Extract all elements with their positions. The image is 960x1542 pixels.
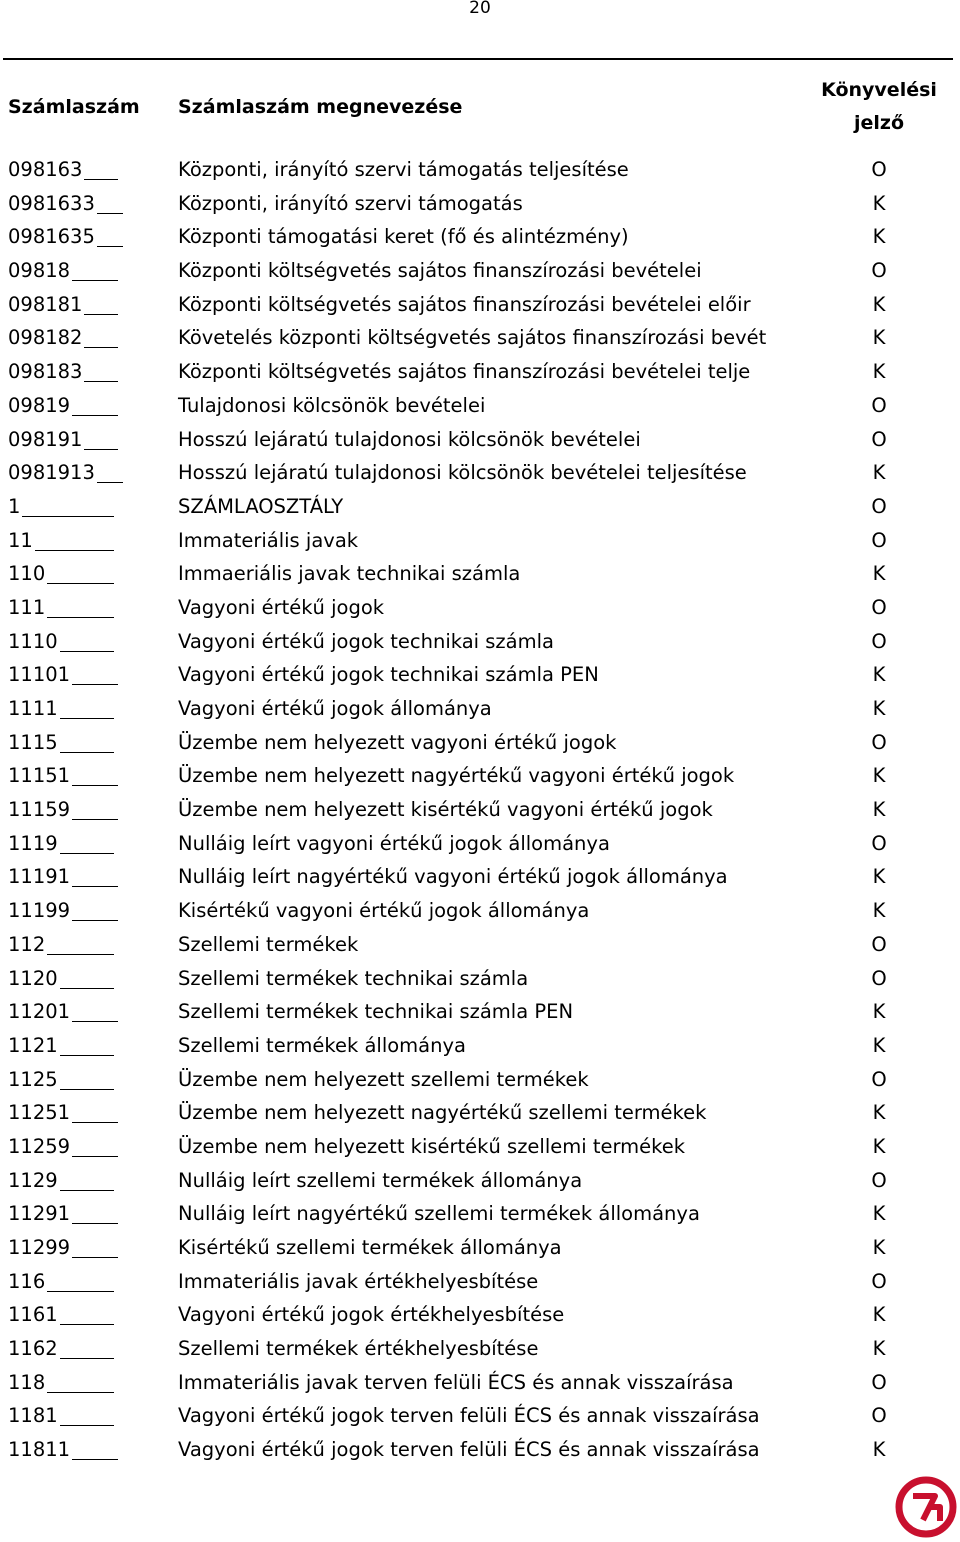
table-row — [0, 1298, 960, 1332]
table-row — [0, 1096, 960, 1130]
fill-in-underline — [60, 726, 114, 753]
fill-in-underline — [60, 1029, 114, 1056]
account-number: 1115 — [8, 730, 58, 754]
account-name: Kisértékű szellemi termékek állománya — [178, 1236, 562, 1259]
account-number: 11259 — [8, 1134, 71, 1158]
account-name: Szellemi termékek állománya — [178, 1033, 466, 1057]
fill-in-underline — [97, 456, 123, 483]
account-number-cell — [8, 692, 176, 726]
account-number: 110 — [8, 562, 46, 586]
account-number-cell — [8, 1332, 176, 1366]
account-number: 1161 — [8, 1303, 58, 1327]
account-name: Vagyoni értékű jogok technikai számla — [178, 629, 554, 653]
account-name: Immaeriális javak technikai számla — [178, 562, 521, 586]
account-number-cell — [8, 894, 176, 928]
account-number-cell — [8, 1096, 176, 1130]
account-number: 0981635 — [8, 225, 95, 249]
fill-in-underline — [84, 423, 118, 450]
account-name: Üzembe nem helyezett kisértékű vagyoni értékű jogok — [178, 798, 713, 822]
account-table-body — [0, 153, 960, 1467]
account-name: Szellemi termékek értékhelyesbítése — [178, 1337, 539, 1361]
fill-in-underline — [84, 153, 118, 180]
fill-in-underline — [72, 894, 118, 921]
table-row — [0, 1029, 960, 1063]
booking-flag: K — [872, 1000, 886, 1024]
account-name: Hosszú lejáratú tulajdonosi kölcsönök bevételei teljesítése — [178, 461, 747, 485]
publisher-logo-icon — [895, 1476, 957, 1538]
booking-flag: K — [872, 292, 886, 316]
account-number-cell — [8, 1298, 176, 1332]
account-number-cell — [8, 827, 176, 861]
fill-in-underline — [60, 1063, 114, 1090]
account-number-cell — [8, 658, 176, 692]
fill-in-underline — [72, 1433, 118, 1460]
account-name: Követelés központi költségvetés sajátos finanszírozási bevét — [178, 326, 767, 350]
fill-in-underline — [72, 793, 118, 820]
account-number-cell — [8, 187, 176, 221]
account-number-cell — [8, 1197, 176, 1231]
fill-in-underline — [47, 1265, 114, 1292]
account-number: 09819 — [8, 393, 71, 417]
fill-in-underline — [84, 355, 118, 382]
table-row — [0, 1366, 960, 1400]
account-number-cell — [8, 793, 176, 827]
account-number-cell — [8, 1399, 176, 1433]
table-row — [0, 321, 960, 355]
account-number-cell — [8, 726, 176, 760]
account-number: 11201 — [8, 1000, 71, 1024]
account-number-cell — [8, 1130, 176, 1164]
booking-flag: K — [872, 225, 886, 249]
booking-flag: O — [871, 595, 887, 619]
account-name: SZÁMLAOSZTÁLY — [178, 494, 344, 518]
account-number-cell — [8, 254, 176, 288]
account-number-cell — [8, 557, 176, 591]
account-name: Központi, irányító szervi támogatás — [178, 191, 523, 215]
table-row — [0, 220, 960, 254]
account-name: Vagyoni értékű jogok értékhelyesbítése — [178, 1303, 565, 1327]
table-row — [0, 490, 960, 524]
booking-flag: K — [872, 191, 886, 215]
account-number: 11251 — [8, 1101, 71, 1125]
fill-in-underline — [60, 1298, 114, 1325]
booking-flag: K — [872, 1202, 886, 1226]
account-name: Szellemi termékek technikai számla — [178, 966, 529, 990]
table-row — [0, 1265, 960, 1299]
fill-in-underline — [47, 928, 114, 955]
account-name: Központi, irányító szervi támogatás teljesítése — [178, 158, 629, 181]
booking-flag: K — [872, 899, 886, 923]
account-number: 098181 — [8, 292, 83, 316]
booking-flag: K — [872, 1438, 886, 1462]
account-name: Nulláig leírt nagyértékű vagyoni értékű jogok állománya — [178, 865, 728, 889]
account-number: 0981913 — [8, 461, 95, 485]
fill-in-underline — [47, 1366, 114, 1393]
fill-in-underline — [60, 625, 114, 652]
booking-flag: O — [871, 393, 887, 417]
account-number: 1119 — [8, 831, 58, 855]
account-number-cell — [8, 220, 176, 254]
account-name: Vagyoni értékű jogok állománya — [178, 697, 492, 720]
fill-in-underline — [72, 995, 118, 1022]
table-row — [0, 389, 960, 423]
account-number: 11191 — [8, 865, 71, 889]
account-number-cell — [8, 1366, 176, 1400]
table-header — [0, 74, 960, 146]
account-name: Központi költségvetés sajátos finanszírozási bevételei előir — [178, 292, 751, 316]
account-number-cell — [8, 423, 176, 457]
booking-flag: O — [871, 932, 887, 956]
page-number: 20 — [469, 0, 491, 18]
account-name: Központi költségvetés sajátos finanszírozási bevételei telje — [178, 360, 751, 384]
table-row — [0, 1197, 960, 1231]
fill-in-underline — [47, 557, 114, 584]
account-number: 112 — [8, 932, 46, 956]
table-row — [0, 759, 960, 793]
table-row — [0, 288, 960, 322]
column-header-account-number: Számlaszám — [8, 96, 140, 118]
account-name: Nulláig leírt nagyértékű szellemi termékek állománya — [178, 1202, 700, 1226]
table-row — [0, 254, 960, 288]
table-row — [0, 726, 960, 760]
account-number-cell — [8, 962, 176, 996]
booking-flag: K — [872, 1033, 886, 1057]
fill-in-underline — [60, 827, 114, 854]
account-number: 1121 — [8, 1033, 58, 1057]
fill-in-underline — [84, 288, 118, 315]
fill-in-underline — [72, 759, 118, 786]
fill-in-underline — [72, 254, 118, 281]
booking-flag: K — [872, 326, 886, 350]
booking-flag: K — [872, 865, 886, 889]
account-name: Üzembe nem helyezett nagyértékű szellemi termékek — [178, 1101, 707, 1125]
account-name: Immateriális javak — [178, 528, 359, 552]
account-name: Vagyoni értékű jogok terven felüli ÉCS és annak visszaírása — [178, 1438, 760, 1462]
account-name: Szellemi termékek — [178, 932, 359, 956]
booking-flag: K — [872, 1337, 886, 1361]
account-number: 1125 — [8, 1067, 58, 1091]
account-number: 11101 — [8, 663, 71, 687]
account-number: 098191 — [8, 427, 83, 451]
table-row — [0, 793, 960, 827]
account-name: Immateriális javak értékhelyesbítése — [178, 1269, 539, 1293]
table-row — [0, 692, 960, 726]
table-row — [0, 995, 960, 1029]
account-number: 11291 — [8, 1202, 71, 1226]
account-name: Szellemi termékek technikai számla PEN — [178, 1000, 574, 1024]
booking-flag: O — [871, 1370, 887, 1394]
fill-in-underline — [72, 860, 118, 887]
account-number: 098182 — [8, 326, 83, 350]
booking-flag: K — [872, 562, 886, 586]
column-header-booking-flag — [810, 74, 948, 140]
table-row — [0, 524, 960, 558]
booking-flag: K — [872, 1236, 886, 1259]
account-name: Üzembe nem helyezett vagyoni értékű jogok — [178, 730, 617, 754]
table-row — [0, 1231, 960, 1265]
booking-flag: K — [872, 798, 886, 822]
account-number: 11299 — [8, 1236, 71, 1259]
table-row — [0, 187, 960, 221]
table-row — [0, 1332, 960, 1366]
account-number-cell — [8, 625, 176, 659]
booking-flag: O — [871, 1067, 887, 1091]
fill-in-underline — [72, 1197, 118, 1224]
booking-flag: O — [871, 1404, 887, 1428]
account-number-cell — [8, 153, 176, 187]
booking-flag: O — [871, 259, 887, 283]
account-number-cell — [8, 1063, 176, 1097]
account-number: 1120 — [8, 966, 58, 990]
account-number-cell — [8, 860, 176, 894]
table-row — [0, 827, 960, 861]
account-number: 1162 — [8, 1337, 58, 1361]
account-number-cell — [8, 759, 176, 793]
account-name: Vagyoni értékű jogok technikai számla PEN — [178, 663, 599, 687]
fill-in-underline — [60, 1332, 114, 1359]
account-name: Kisértékű vagyoni értékű jogok állománya — [178, 899, 590, 923]
account-number: 118 — [8, 1370, 46, 1394]
table-row — [0, 928, 960, 962]
fill-in-underline — [35, 524, 114, 551]
fill-in-underline — [97, 220, 123, 247]
account-number: 111 — [8, 595, 46, 619]
account-name: Hosszú lejáratú tulajdonosi kölcsönök bevételei — [178, 427, 641, 451]
booking-flag: O — [871, 831, 887, 855]
fill-in-underline — [60, 1399, 114, 1426]
table-row — [0, 894, 960, 928]
booking-flag: O — [871, 966, 887, 990]
booking-flag: K — [872, 1101, 886, 1125]
account-number: 09818 — [8, 259, 71, 283]
booking-flag: O — [871, 494, 887, 518]
account-number-cell — [8, 928, 176, 962]
booking-flag: O — [871, 629, 887, 653]
column-header-booking-flag-line2: jelző — [853, 112, 905, 134]
account-name: Nulláig leírt szellemi termékek állománya — [178, 1168, 583, 1192]
account-number-cell — [8, 1265, 176, 1299]
account-number: 1110 — [8, 629, 58, 653]
table-row — [0, 1130, 960, 1164]
account-number-cell — [8, 456, 176, 490]
fill-in-underline — [60, 1164, 114, 1191]
account-number: 1 — [8, 494, 21, 518]
fill-in-underline — [22, 490, 114, 517]
account-name: Központi támogatási keret (fő és alintézmény) — [178, 225, 629, 249]
account-name: Tulajdonosi kölcsönök bevételei — [178, 393, 486, 417]
account-number: 11151 — [8, 764, 71, 788]
table-row — [0, 557, 960, 591]
account-number: 098183 — [8, 360, 83, 384]
account-number: 1129 — [8, 1168, 58, 1192]
table-row — [0, 1063, 960, 1097]
fill-in-underline — [72, 1231, 118, 1258]
account-number-cell — [8, 1029, 176, 1063]
fill-in-underline — [60, 962, 114, 989]
fill-in-underline — [84, 321, 118, 348]
account-number-cell — [8, 591, 176, 625]
account-number-cell — [8, 355, 176, 389]
account-number: 116 — [8, 1269, 46, 1293]
table-row — [0, 860, 960, 894]
fill-in-underline — [97, 187, 123, 214]
fill-in-underline — [72, 389, 118, 416]
table-row — [0, 1164, 960, 1198]
account-number: 098163 — [8, 158, 83, 181]
fill-in-underline — [72, 1130, 118, 1157]
account-name: Üzembe nem helyezett szellemi termékek — [178, 1067, 589, 1091]
fill-in-underline — [72, 1096, 118, 1123]
table-row — [0, 153, 960, 187]
booking-flag: K — [872, 697, 886, 720]
booking-flag: K — [872, 663, 886, 687]
table-row — [0, 456, 960, 490]
header-divider — [3, 58, 953, 60]
booking-flag: O — [871, 158, 887, 181]
account-name: Üzembe nem helyezett kisértékű szellemi termékek — [178, 1134, 686, 1158]
account-number-cell — [8, 490, 176, 524]
account-number: 0981633 — [8, 191, 95, 215]
booking-flag: K — [872, 360, 886, 384]
account-number-cell — [8, 524, 176, 558]
account-number-cell — [8, 1433, 176, 1467]
table-row — [0, 658, 960, 692]
account-name: Vagyoni értékű jogok — [178, 595, 385, 619]
account-number: 11159 — [8, 798, 71, 822]
booking-flag: O — [871, 1269, 887, 1293]
account-number-cell — [8, 995, 176, 1029]
fill-in-underline — [60, 692, 114, 719]
account-number-cell — [8, 1164, 176, 1198]
booking-flag: O — [871, 730, 887, 754]
account-number: 11 — [8, 528, 33, 552]
account-number: 11199 — [8, 899, 71, 923]
account-name: Üzembe nem helyezett nagyértékű vagyoni értékű jogok — [178, 764, 735, 788]
booking-flag: K — [872, 1134, 886, 1158]
fill-in-underline — [47, 591, 114, 618]
account-name: Immateriális javak terven felüli ÉCS és annak visszaírása — [178, 1370, 734, 1394]
account-number-cell — [8, 1231, 176, 1265]
table-row — [0, 962, 960, 996]
account-name: Vagyoni értékű jogok terven felüli ÉCS és annak visszaírása — [178, 1404, 760, 1428]
account-number-cell — [8, 321, 176, 355]
booking-flag: K — [872, 461, 886, 485]
booking-flag: O — [871, 427, 887, 451]
account-number-cell — [8, 288, 176, 322]
account-name: Nulláig leírt vagyoni értékű jogok állománya — [178, 831, 610, 855]
booking-flag: O — [871, 528, 887, 552]
account-number: 1181 — [8, 1404, 58, 1428]
fill-in-underline — [72, 658, 118, 685]
account-name: Központi költségvetés sajátos finanszírozási bevételei — [178, 259, 702, 283]
table-row — [0, 355, 960, 389]
table-row — [0, 1399, 960, 1433]
account-number: 1111 — [8, 697, 58, 720]
table-row — [0, 423, 960, 457]
table-row — [0, 625, 960, 659]
booking-flag: K — [872, 1303, 886, 1327]
column-header-account-name: Számlaszám megnevezése — [178, 96, 463, 118]
column-header-booking-flag-line1: Könyvelési — [821, 79, 937, 101]
booking-flag: O — [871, 1168, 887, 1192]
booking-flag: K — [872, 764, 886, 788]
table-row — [0, 591, 960, 625]
table-row — [0, 1433, 960, 1467]
account-number-cell — [8, 389, 176, 423]
account-number: 11811 — [8, 1438, 71, 1462]
